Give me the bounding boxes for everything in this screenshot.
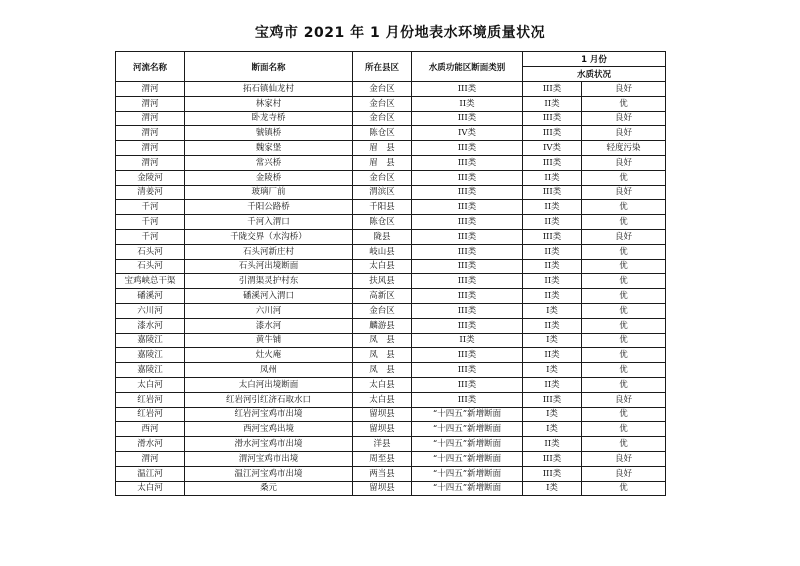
cell-status: 优 — [582, 96, 666, 111]
cell-section: 林家村 — [185, 96, 353, 111]
cell-section: 魏家堡 — [185, 141, 353, 156]
cell-river: 清姜河 — [116, 185, 185, 200]
table-row — [116, 274, 666, 289]
col-header-county: 所在县区 — [353, 52, 412, 82]
cell-river: 太白河 — [116, 481, 185, 496]
table-row — [116, 82, 666, 97]
cell-grade: I类 — [523, 303, 582, 318]
cell-county: 陈仓区 — [353, 126, 412, 141]
cell-river: 千河 — [116, 215, 185, 230]
table-row — [116, 318, 666, 333]
cell-river: 嘉陵江 — [116, 333, 185, 348]
cell-category: III类 — [412, 303, 523, 318]
cell-status: 良好 — [582, 111, 666, 126]
cell-grade: III类 — [523, 185, 582, 200]
cell-grade: III类 — [523, 111, 582, 126]
table-row — [116, 422, 666, 437]
cell-section: 千陇交界（水沟桥） — [185, 229, 353, 244]
table-row — [116, 155, 666, 170]
cell-river: 渭河 — [116, 126, 185, 141]
cell-category: III类 — [412, 229, 523, 244]
cell-river: 渭河 — [116, 111, 185, 126]
cell-category: “十四五”新增断面 — [412, 466, 523, 481]
cell-category: III类 — [412, 274, 523, 289]
table-row — [116, 141, 666, 156]
cell-status: 良好 — [582, 229, 666, 244]
cell-county: 留坝县 — [353, 407, 412, 422]
cell-county: 千阳县 — [353, 200, 412, 215]
cell-section: 拓石镇仙龙村 — [185, 82, 353, 97]
cell-county: 金台区 — [353, 303, 412, 318]
cell-category: III类 — [412, 200, 523, 215]
cell-category: III类 — [412, 185, 523, 200]
cell-section: 玻璃厂前 — [185, 185, 353, 200]
cell-county: 周至县 — [353, 451, 412, 466]
table-row — [116, 303, 666, 318]
cell-county: 金台区 — [353, 111, 412, 126]
cell-category: III类 — [412, 392, 523, 407]
cell-category: III类 — [412, 377, 523, 392]
cell-section: 灶火庵 — [185, 348, 353, 363]
table-row — [116, 451, 666, 466]
cell-status: 良好 — [582, 126, 666, 141]
cell-category: III类 — [412, 363, 523, 378]
cell-category: II类 — [412, 333, 523, 348]
cell-river: 千河 — [116, 200, 185, 215]
cell-river: 磻溪河 — [116, 289, 185, 304]
cell-river: 渭河 — [116, 96, 185, 111]
cell-category: III类 — [412, 259, 523, 274]
cell-section: 红岩河引红济石取水口 — [185, 392, 353, 407]
cell-river: 红岩河 — [116, 392, 185, 407]
cell-category: III类 — [412, 215, 523, 230]
cell-river: 滑水河 — [116, 437, 185, 452]
cell-section: 虢镇桥 — [185, 126, 353, 141]
cell-section: 红岩河宝鸡市出境 — [185, 407, 353, 422]
cell-section: 引渭渠灵护村东 — [185, 274, 353, 289]
cell-grade: II类 — [523, 244, 582, 259]
cell-river: 渭河 — [116, 451, 185, 466]
cell-river: 渭河 — [116, 155, 185, 170]
cell-river: 红岩河 — [116, 407, 185, 422]
cell-status: 优 — [582, 422, 666, 437]
cell-county: 凤 县 — [353, 333, 412, 348]
cell-category: II类 — [412, 96, 523, 111]
cell-grade: III类 — [523, 451, 582, 466]
cell-river: 宝鸡峡总干渠 — [116, 274, 185, 289]
cell-river: 漆水河 — [116, 318, 185, 333]
cell-status: 良好 — [582, 155, 666, 170]
cell-status: 优 — [582, 215, 666, 230]
cell-grade: II类 — [523, 348, 582, 363]
cell-grade: II类 — [523, 200, 582, 215]
cell-category: III类 — [412, 111, 523, 126]
cell-category: “十四五”新增断面 — [412, 481, 523, 496]
cell-grade: III类 — [523, 229, 582, 244]
cell-county: 留坝县 — [353, 481, 412, 496]
cell-river: 石头河 — [116, 244, 185, 259]
cell-grade: IV类 — [523, 141, 582, 156]
cell-grade: II类 — [523, 274, 582, 289]
cell-status: 良好 — [582, 185, 666, 200]
cell-section: 常兴桥 — [185, 155, 353, 170]
cell-section: 渭河宝鸡市出境 — [185, 451, 353, 466]
cell-category: III类 — [412, 318, 523, 333]
cell-section: 太白河出境断面 — [185, 377, 353, 392]
cell-status: 优 — [582, 363, 666, 378]
cell-river: 嘉陵江 — [116, 363, 185, 378]
cell-status: 优 — [582, 170, 666, 185]
cell-section: 千河入渭口 — [185, 215, 353, 230]
table-row — [116, 289, 666, 304]
cell-grade: I类 — [523, 481, 582, 496]
cell-county: 太白县 — [353, 392, 412, 407]
cell-river: 渭河 — [116, 82, 185, 97]
cell-grade: III类 — [523, 466, 582, 481]
cell-section: 石头河出境断面 — [185, 259, 353, 274]
cell-county: 留坝县 — [353, 422, 412, 437]
table-row — [116, 126, 666, 141]
table-row — [116, 259, 666, 274]
cell-section: 千阳公路桥 — [185, 200, 353, 215]
cell-category: III类 — [412, 244, 523, 259]
cell-status: 优 — [582, 481, 666, 496]
cell-grade: I类 — [523, 407, 582, 422]
cell-category: III类 — [412, 141, 523, 156]
cell-county: 扶风县 — [353, 274, 412, 289]
cell-grade: II类 — [523, 289, 582, 304]
cell-county: 高新区 — [353, 289, 412, 304]
cell-county: 金台区 — [353, 170, 412, 185]
table-row — [116, 348, 666, 363]
table-row — [116, 244, 666, 259]
cell-category: III类 — [412, 155, 523, 170]
cell-county: 凤 县 — [353, 363, 412, 378]
table-row — [116, 200, 666, 215]
cell-section: 漆水河 — [185, 318, 353, 333]
cell-status: 优 — [582, 200, 666, 215]
table-row — [116, 185, 666, 200]
cell-status: 优 — [582, 333, 666, 348]
cell-status: 优 — [582, 407, 666, 422]
cell-river: 西河 — [116, 422, 185, 437]
cell-status: 良好 — [582, 82, 666, 97]
cell-river: 六川河 — [116, 303, 185, 318]
cell-section: 磻溪河入渭口 — [185, 289, 353, 304]
cell-county: 眉 县 — [353, 141, 412, 156]
table-row — [116, 215, 666, 230]
cell-category: III类 — [412, 82, 523, 97]
table-row — [116, 392, 666, 407]
cell-grade: I类 — [523, 422, 582, 437]
cell-status: 优 — [582, 303, 666, 318]
cell-county: 陈仓区 — [353, 215, 412, 230]
col-header-category: 水质功能区断面类别 — [412, 52, 523, 82]
table-row — [116, 229, 666, 244]
table-row — [116, 111, 666, 126]
cell-section: 凤州 — [185, 363, 353, 378]
table-row — [116, 170, 666, 185]
cell-section: 卧龙寺桥 — [185, 111, 353, 126]
col-header-river: 河流名称 — [116, 52, 185, 82]
cell-section: 石头河新庄村 — [185, 244, 353, 259]
cell-grade: II类 — [523, 259, 582, 274]
cell-section: 黄牛铺 — [185, 333, 353, 348]
page-title: 宝鸡市 2021 年 1 月份地表水环境质量状况 — [254, 25, 546, 41]
cell-section: 六川河 — [185, 303, 353, 318]
table-row — [116, 333, 666, 348]
cell-category: “十四五”新增断面 — [412, 422, 523, 437]
col-header-quality: 水质状况 — [523, 67, 666, 82]
cell-grade: II类 — [523, 170, 582, 185]
cell-section: 桑元 — [185, 481, 353, 496]
cell-grade: II类 — [523, 96, 582, 111]
cell-river: 嘉陵江 — [116, 348, 185, 363]
cell-county: 陇县 — [353, 229, 412, 244]
cell-grade: III类 — [523, 82, 582, 97]
table-row — [116, 407, 666, 422]
cell-category: “十四五”新增断面 — [412, 451, 523, 466]
cell-river: 千河 — [116, 229, 185, 244]
cell-status: 优 — [582, 244, 666, 259]
cell-grade: III类 — [523, 155, 582, 170]
cell-grade: I类 — [523, 363, 582, 378]
cell-grade: II类 — [523, 377, 582, 392]
cell-river: 太白河 — [116, 377, 185, 392]
cell-river: 石头河 — [116, 259, 185, 274]
table-body — [116, 82, 666, 496]
cell-category: III类 — [412, 289, 523, 304]
cell-section: 滑水河宝鸡市出境 — [185, 437, 353, 452]
cell-grade: II类 — [523, 318, 582, 333]
table-row — [116, 377, 666, 392]
cell-category: III类 — [412, 348, 523, 363]
cell-river: 温江河 — [116, 466, 185, 481]
cell-category: “十四五”新增断面 — [412, 437, 523, 452]
cell-county: 金台区 — [353, 82, 412, 97]
water-quality-table — [115, 51, 666, 496]
cell-county: 金台区 — [353, 96, 412, 111]
cell-category: IV类 — [412, 126, 523, 141]
col-header-month: 1 月份 — [523, 52, 666, 67]
table-row — [116, 466, 666, 481]
cell-status: 优 — [582, 437, 666, 452]
cell-status: 优 — [582, 377, 666, 392]
cell-county: 渭滨区 — [353, 185, 412, 200]
cell-status: 良好 — [582, 466, 666, 481]
cell-status: 优 — [582, 318, 666, 333]
cell-county: 眉 县 — [353, 155, 412, 170]
cell-status: 优 — [582, 289, 666, 304]
cell-grade: II类 — [523, 437, 582, 452]
cell-category: III类 — [412, 170, 523, 185]
cell-section: 金陵桥 — [185, 170, 353, 185]
cell-river: 渭河 — [116, 141, 185, 156]
cell-county: 洋县 — [353, 437, 412, 452]
cell-county: 麟游县 — [353, 318, 412, 333]
cell-county: 太白县 — [353, 259, 412, 274]
col-header-section: 断面名称 — [185, 52, 353, 82]
header-row — [116, 52, 666, 67]
cell-grade: III类 — [523, 392, 582, 407]
cell-status: 良好 — [582, 451, 666, 466]
cell-section: 温江河宝鸡市出境 — [185, 466, 353, 481]
cell-grade: I类 — [523, 333, 582, 348]
cell-county: 岐山县 — [353, 244, 412, 259]
cell-grade: III类 — [523, 126, 582, 141]
cell-status: 良好 — [582, 392, 666, 407]
cell-county: 两当县 — [353, 466, 412, 481]
table-row — [116, 481, 666, 496]
cell-county: 太白县 — [353, 377, 412, 392]
table-row — [116, 96, 666, 111]
table-row — [116, 437, 666, 452]
cell-status: 优 — [582, 259, 666, 274]
cell-status: 轻度污染 — [582, 141, 666, 156]
cell-river: 金陵河 — [116, 170, 185, 185]
cell-category: “十四五”新增断面 — [412, 407, 523, 422]
cell-status: 优 — [582, 274, 666, 289]
cell-status: 优 — [582, 348, 666, 363]
table-row — [116, 363, 666, 378]
cell-section: 西河宝鸡出境 — [185, 422, 353, 437]
cell-county: 凤 县 — [353, 348, 412, 363]
cell-grade: II类 — [523, 215, 582, 230]
